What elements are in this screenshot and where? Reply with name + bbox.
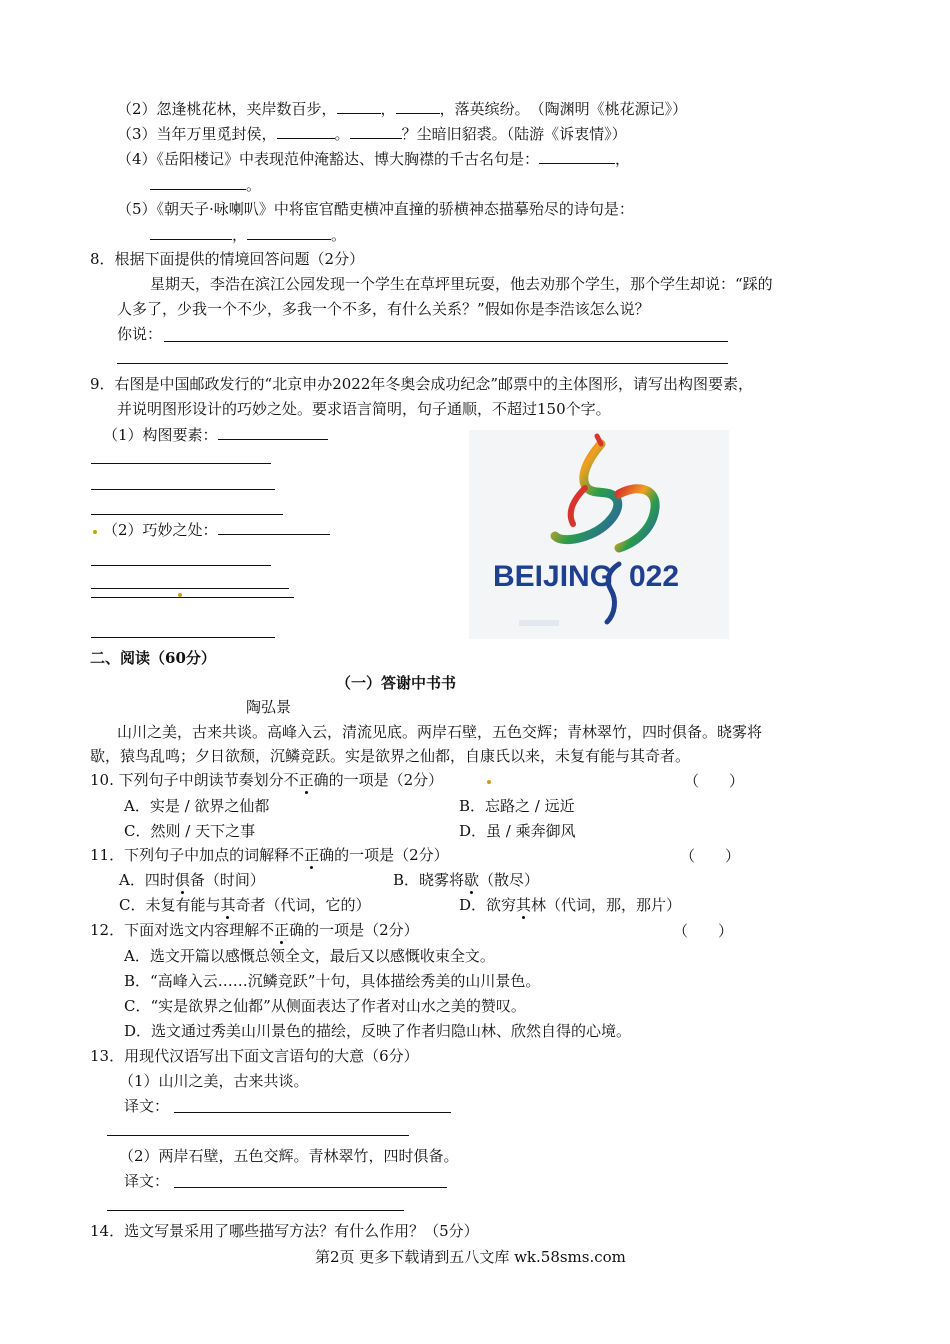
q7-item5: （5）《朝天子·咏喇叭》中将宦官酷吏横冲直撞的骄横神态描摹殆尽的诗句是： <box>117 200 634 218</box>
answer-line[interactable] <box>164 341 728 342</box>
answer-line[interactable] <box>117 363 728 364</box>
q13-title: 13．用现代汉语写出下面文言语句的大意（6分） <box>90 1047 419 1065</box>
q11-answer-paren[interactable]: （ ） <box>680 847 741 865</box>
svg-text:BEIJING: BEIJING <box>493 560 614 593</box>
q8-title: 8．根据下面提供的情境回答问题（2分） <box>90 250 365 268</box>
blank[interactable] <box>396 98 440 114</box>
blank[interactable] <box>150 224 232 240</box>
q11-option-b: B．晓雾将歇（散尽） <box>393 871 540 889</box>
q12-option-c: C．“实是欲界之仙都”从侧面表达了作者对山水之美的赞叹。 <box>124 997 526 1015</box>
blank[interactable] <box>277 123 335 139</box>
mark-dot <box>93 530 97 534</box>
q12-option-d: D．选文通过秀美山川景色的描绘，反映了作者归隐山林、欣然自得的心境。 <box>124 1022 632 1040</box>
answer-line[interactable] <box>91 463 271 464</box>
q14-title: 14．选文写景采用了哪些描写方法？有什么作用？（5分） <box>90 1222 479 1240</box>
answer-line[interactable] <box>91 588 289 589</box>
q7-item3: （3）当年万里觅封侯， 。 ？尘暗旧貂裘。（陆游《诉衷情》） <box>117 125 627 143</box>
passage-text2: 歇，猿鸟乱鸣；夕日欲颓，沉鳞竞跃。实是欲界之仙都，自康氏以来，未复有能与其奇者。 <box>90 747 691 765</box>
q7-item5-cont: ， 。 <box>150 224 346 245</box>
q9-title2: 并说明图形设计的巧妙之处。要求语言简明，句子通顺，不超过150个字。 <box>117 400 611 418</box>
q10-option-b: B．忘路之 / 远近 <box>459 797 575 815</box>
q11-option-d: D．欲穷其林（代词，那，那片） <box>459 896 682 914</box>
q10-option-d: D．虽 / 乘奔御风 <box>459 822 576 840</box>
page-footer: 第2页 更多下载请到五八文库 wk.58sms.com <box>315 1248 626 1266</box>
q9-title1: 9．右图是中国邮政发行的“北京申办2022年冬奥会成功纪念”邮票中的主体图形，请写出构图要素， <box>90 375 754 393</box>
q13-trans2-label: 译文： <box>124 1172 170 1190</box>
passage-title: （一）答谢中书书 <box>336 674 457 692</box>
blank[interactable] <box>218 424 328 440</box>
q10-option-a: A．实是 / 欲界之仙都 <box>124 797 270 815</box>
q12-stem: 12．下面对选文内容理解不正确的一项是（2分） <box>90 921 419 939</box>
passage-text1: 山川之美，古来共谈。高峰入云，清流见底。两岸石壁，五色交辉；青林翠竹，四时俱备。晓雾将 <box>117 723 763 741</box>
q10-option-c: C．然则 / 天下之事 <box>124 822 256 840</box>
q8-para1: 星期天，李浩在滨江公园发现一个学生在草坪里玩耍，他去劝那个学生，那个学生却说：“踩的 <box>150 275 773 293</box>
q10-answer-paren[interactable]: （ ） <box>684 772 745 790</box>
mark-dot <box>178 593 182 597</box>
q7-item4-cont: 。 <box>150 174 261 195</box>
passage-author: 陶弘景 <box>246 698 292 716</box>
q10-stem: 10. 下列句子中朗读节奏划分不正确的一项是（2分） <box>90 771 444 789</box>
answer-line[interactable] <box>107 1210 404 1211</box>
q11-option-c: C．未复有能与其奇者（代词，它的） <box>119 896 371 914</box>
blank[interactable] <box>350 123 402 139</box>
answer-line[interactable] <box>107 1135 409 1136</box>
q11-stem: 11．下列句子中加点的词解释不正确的一项是（2分） <box>90 846 449 864</box>
mark-dot <box>487 780 491 784</box>
q12-answer-paren[interactable]: （ ） <box>673 922 734 940</box>
blank[interactable] <box>539 148 615 164</box>
q7-item2: （2）忽逢桃花林，夹岸数百步， ， ，落英缤纷。 （陶渊明《桃花源记》） <box>117 100 688 118</box>
q12-option-a: A．选文开篇以感慨总领全文，最后又以感慨收束全文。 <box>124 947 495 965</box>
blank[interactable] <box>218 519 330 535</box>
answer-line[interactable] <box>174 1112 451 1113</box>
q13-item1: （1）山川之美，古来共谈。 <box>119 1072 309 1090</box>
q11-option-a: A．四时俱备（时间） <box>119 871 265 889</box>
answer-line[interactable] <box>91 565 271 566</box>
q8-para2: 人多了，少我一个不少，多我一个不多，有什么关系？”假如你是李浩该怎么说？ <box>117 300 650 318</box>
answer-line[interactable] <box>91 514 283 515</box>
q12-option-b: B．“高峰入云……沉鳞竞跃”十句，具体描绘秀美的山川景色。 <box>124 972 541 990</box>
section-title: 二、阅读（60分） <box>90 649 216 667</box>
q9-part1: （1）构图要素： <box>103 424 328 445</box>
q13-trans1-label: 译文： <box>124 1097 170 1115</box>
answer-line[interactable] <box>91 597 294 598</box>
answer-line[interactable] <box>91 637 275 638</box>
answer-line[interactable] <box>91 489 275 490</box>
q9-part2: （2）巧妙之处： <box>103 519 330 540</box>
blank[interactable] <box>247 224 331 240</box>
blank[interactable] <box>337 98 381 114</box>
answer-line[interactable] <box>174 1187 447 1188</box>
blank[interactable] <box>150 174 246 190</box>
q7-item4: （4）《岳阳楼记》中表现范仲淹豁达、博大胸襟的千古名句是： ， <box>117 150 631 168</box>
svg-text:022: 022 <box>629 560 680 593</box>
q13-item2: （2）两岸石壁，五色交辉。青林翠竹，四时俱备。 <box>119 1147 459 1165</box>
beijing-2022-emblem <box>469 430 729 639</box>
q8-answer-label: 你说： <box>117 325 163 343</box>
